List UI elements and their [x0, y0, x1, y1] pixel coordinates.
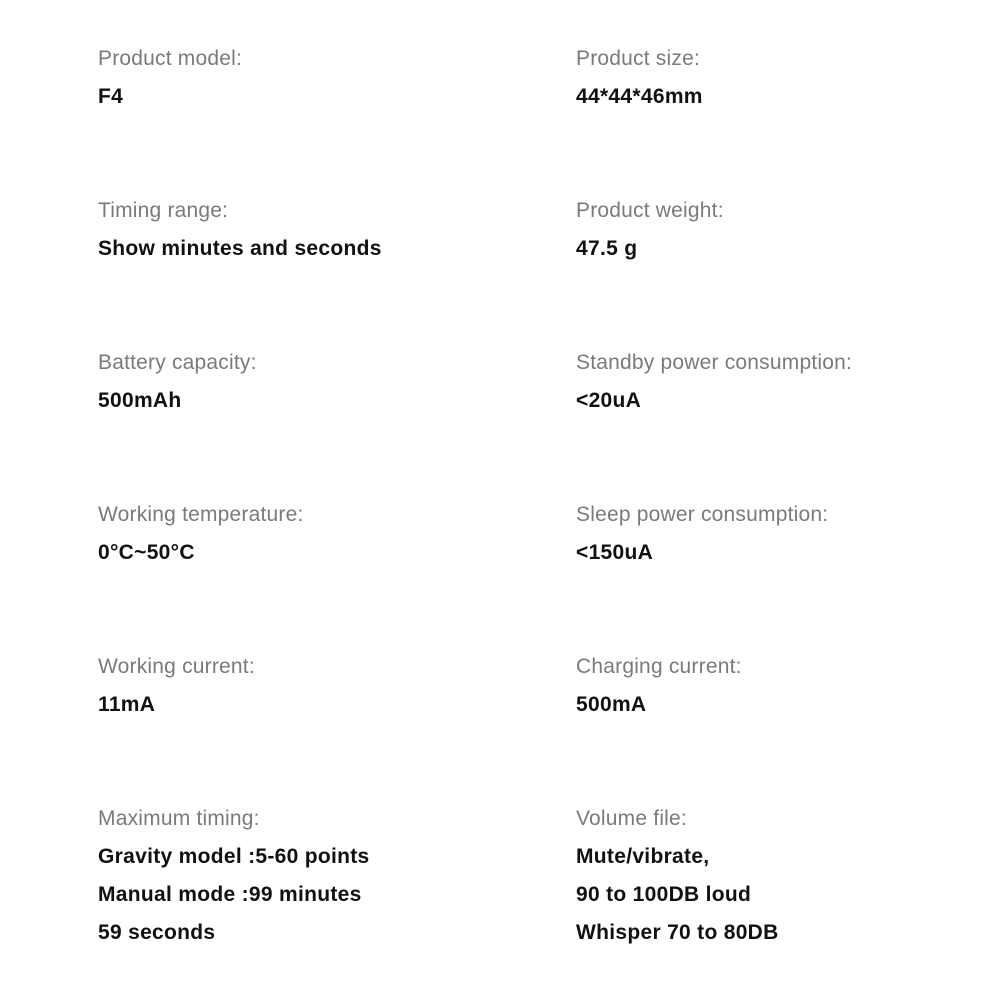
spec-standby-power: [576, 344, 976, 420]
spec-value: 44*44*46mm: [576, 85, 703, 108]
spec-label: Timing range:: [98, 199, 229, 222]
spec-charging-current: [576, 648, 976, 724]
spec-label: Standby power consumption:: [576, 351, 853, 374]
spec-label: Charging current:: [576, 655, 742, 678]
spec-product-model: [98, 40, 498, 116]
spec-value: <150uA: [576, 541, 654, 564]
spec-value: <20uA: [576, 389, 642, 412]
spec-working-current: [98, 648, 498, 724]
spec-value-line: 59 seconds: [98, 921, 216, 944]
spec-label: Working current:: [98, 655, 255, 678]
spec-value-line: 90 to 100DB loud: [576, 883, 752, 906]
spec-battery-capacity: [98, 344, 498, 420]
spec-value: 47.5 g: [576, 237, 638, 260]
spec-label: Battery capacity:: [98, 351, 257, 374]
spec-working-temperature: [98, 496, 498, 572]
spec-label: Maximum timing:: [98, 807, 260, 830]
spec-label: Product weight:: [576, 199, 724, 222]
spec-timing-range: [98, 192, 498, 268]
spec-value: 11mA: [98, 693, 156, 716]
spec-label: Product size:: [576, 47, 700, 70]
spec-product-weight: [576, 192, 976, 268]
spec-value-line: Gravity model :5-60 points: [98, 845, 370, 868]
spec-label: Product model:: [98, 47, 243, 70]
spec-label: Volume file:: [576, 807, 687, 830]
spec-maximum-timing: [98, 800, 498, 952]
spec-value: 0°C~50°C: [98, 541, 195, 564]
spec-value: 500mA: [576, 693, 647, 716]
spec-value-line: Mute/vibrate,: [576, 845, 710, 868]
spec-value-line: Whisper 70 to 80DB: [576, 921, 779, 944]
spec-value: F4: [98, 85, 124, 108]
spec-value-line: Manual mode :99 minutes: [98, 883, 362, 906]
spec-volume-file: [576, 800, 976, 952]
spec-product-size: [576, 40, 976, 116]
spec-label: Working temperature:: [98, 503, 304, 526]
spec-sleep-power: [576, 496, 976, 572]
spec-label: Sleep power consumption:: [576, 503, 829, 526]
spec-value: Show minutes and seconds: [98, 237, 382, 260]
spec-value: 500mAh: [98, 389, 182, 412]
